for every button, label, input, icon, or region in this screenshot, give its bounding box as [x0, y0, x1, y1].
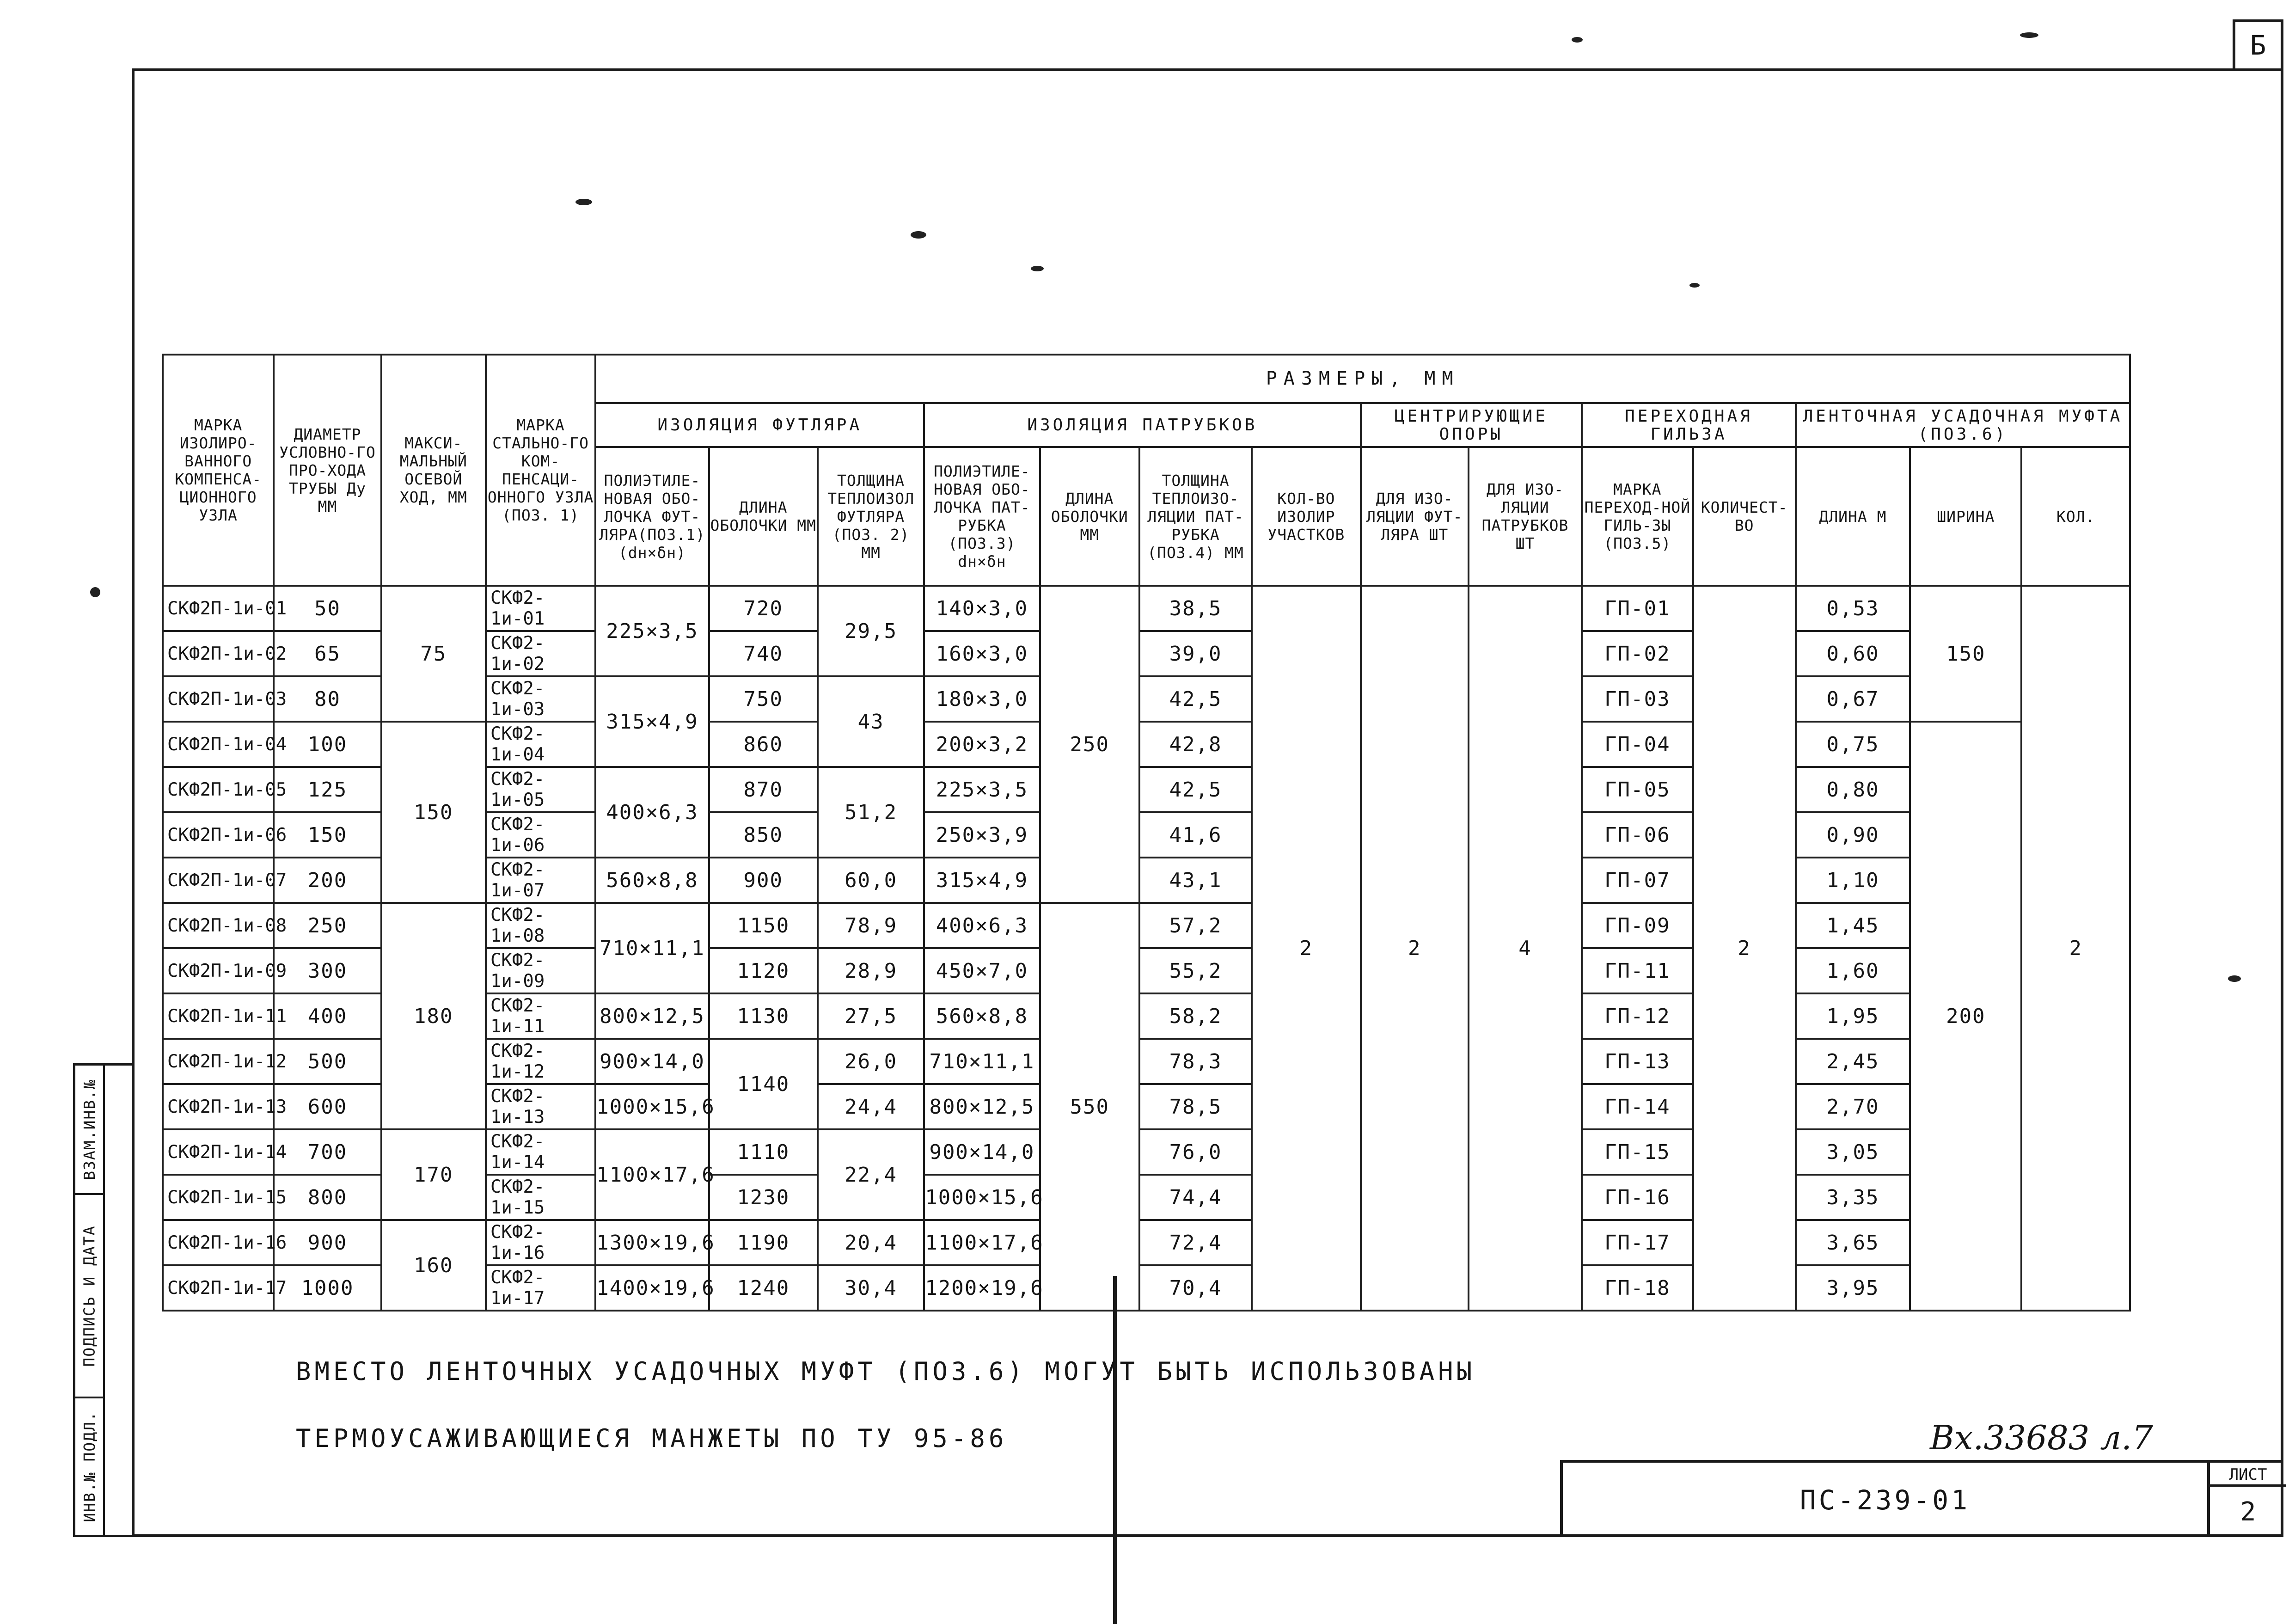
- cell-shell-thickness: 78,9: [818, 903, 924, 948]
- header-row-1: [163, 355, 2130, 403]
- cell-shell-length: 860: [709, 722, 818, 767]
- cell-tape-length: 3,95: [1796, 1265, 1910, 1311]
- scan-speck: [1572, 37, 1583, 43]
- cell-tape-length: 3,05: [1796, 1129, 1910, 1175]
- cell-shell-length: 1230: [709, 1175, 818, 1220]
- cell-steel-unit: СКФ2-1и-14: [486, 1129, 595, 1175]
- cell-pipe-casing: 225×3,5: [924, 767, 1040, 812]
- cell-pipe-thickness: 38,5: [1139, 586, 1252, 631]
- subheader-shell-length: ДЛИНА ОБОЛОЧКИ ММ: [709, 447, 818, 586]
- cell-pipe-thickness: 42,5: [1139, 676, 1252, 722]
- cell-pipe-casing: 560×8,8: [924, 993, 1040, 1039]
- cell-shell-casing: 1400×19,6: [595, 1265, 709, 1311]
- subheader-pipe-thickness: ТОЛЩИНА ТЕПЛОИЗО-ЛЯЦИИ ПАТ-РУБКА (ПОЗ.4) ММ: [1139, 447, 1252, 586]
- cell-steel-unit: СКФ2-1и-15: [486, 1175, 595, 1220]
- cell-unit-mark: СКФ2П-1и-11: [163, 993, 274, 1039]
- cell-diameter: 65: [274, 631, 381, 676]
- title-block: [1560, 1460, 2283, 1537]
- sheet-number: 2: [2240, 1497, 2256, 1527]
- header-axial-stroke: МАКСИ-МАЛЬНЫЙ ОСЕВОЙ ХОД, ММ: [381, 355, 486, 586]
- cell-diameter: 1000: [274, 1265, 381, 1311]
- cell-tape-width: 150: [1910, 586, 2021, 722]
- cell-steel-unit: СКФ2-1и-04: [486, 722, 595, 767]
- cell-unit-mark: СКФ2П-1и-15: [163, 1175, 274, 1220]
- cell-shell-thickness: 27,5: [818, 993, 924, 1039]
- cell-sections-count: 2: [1252, 586, 1360, 1311]
- subheader-tape-width: ШИРИНА: [1910, 447, 2021, 586]
- note-line-1: ВМЕСТО ЛЕНТОЧНЫХ УСАДОЧНЫХ МУФТ (ПОЗ.6) МОГУТ БЫТЬ ИСПОЛЬЗОВАНЫ: [296, 1357, 1476, 1386]
- subheader-pipe-length: ДЛИНА ОБОЛОЧКИ ММ: [1040, 447, 1139, 586]
- cell-tape-length: 0,67: [1796, 676, 1910, 722]
- cell-steel-unit: СКФ2-1и-13: [486, 1084, 595, 1129]
- cell-shell-thickness: 30,4: [818, 1265, 924, 1311]
- cell-unit-mark: СКФ2П-1и-09: [163, 948, 274, 993]
- cell-pipe-casing: 800×12,5: [924, 1084, 1040, 1129]
- cell-supports-shell: 2: [1361, 586, 1469, 1311]
- cell-sleeve-mark: ГП-06: [1582, 812, 1693, 858]
- cell-pipe-casing: 450×7,0: [924, 948, 1040, 993]
- header-steel-unit: МАРКА СТАЛЬНО-ГО КОМ-ПЕНСАЦИ-ОННОГО УЗЛА (ПОЗ. 1): [486, 355, 595, 586]
- cell-shell-casing: 1000×15,6: [595, 1084, 709, 1129]
- cell-sleeve-mark: ГП-02: [1582, 631, 1693, 676]
- cell-diameter: 600: [274, 1084, 381, 1129]
- side-label-signature-date: ПОДПИСЬ И ДАТА: [80, 1225, 98, 1367]
- cell-pipe-thickness: 39,0: [1139, 631, 1252, 676]
- scan-speck: [2020, 32, 2038, 38]
- cell-shell-casing: 710×11,1: [595, 903, 709, 993]
- cell-tape-qty: 2: [2021, 586, 2130, 1311]
- cell-axial-stroke: 160: [381, 1220, 486, 1311]
- cell-diameter: 900: [274, 1220, 381, 1265]
- sheet-box: [2210, 1463, 2286, 1537]
- cell-diameter: 200: [274, 858, 381, 903]
- cell-steel-unit: СКФ2-1и-02: [486, 631, 595, 676]
- cell-shell-thickness: 20,4: [818, 1220, 924, 1265]
- cell-unit-mark: СКФ2П-1и-16: [163, 1220, 274, 1265]
- cell-shell-thickness: 22,4: [818, 1129, 924, 1220]
- cell-shell-length: 740: [709, 631, 818, 676]
- cell-steel-unit: СКФ2-1и-03: [486, 676, 595, 722]
- cell-unit-mark: СКФ2П-1и-02: [163, 631, 274, 676]
- subheader-shell-thickness: ТОЛЩИНА ТЕПЛОИЗОЛ ФУТЛЯРА (ПОЗ. 2) ММ: [818, 447, 924, 586]
- cell-steel-unit: СКФ2-1и-16: [486, 1220, 595, 1265]
- cell-shell-casing: 225×3,5: [595, 586, 709, 676]
- cell-axial-stroke: 180: [381, 903, 486, 1129]
- cell-pipe-casing: 1000×15,6: [924, 1175, 1040, 1220]
- cell-shell-thickness: 60,0: [818, 858, 924, 903]
- cell-axial-stroke: 150: [381, 722, 486, 903]
- cell-shell-casing: 800×12,5: [595, 993, 709, 1039]
- cell-shell-thickness: 24,4: [818, 1084, 924, 1129]
- cell-unit-mark: СКФ2П-1и-04: [163, 722, 274, 767]
- cell-unit-mark: СКФ2П-1и-13: [163, 1084, 274, 1129]
- cell-shell-length: 1130: [709, 993, 818, 1039]
- cell-shell-length: 850: [709, 812, 818, 858]
- cell-shell-thickness: 28,9: [818, 948, 924, 993]
- cell-steel-unit: СКФ2-1и-08: [486, 903, 595, 948]
- cell-sleeve-mark: ГП-15: [1582, 1129, 1693, 1175]
- header-transition-sleeve: ПЕРЕХОДНАЯ ГИЛЬЗА: [1582, 403, 1796, 447]
- cell-tape-length: 0,75: [1796, 722, 1910, 767]
- side-cell-replace: [75, 1066, 105, 1195]
- cell-pipe-casing: 400×6,3: [924, 903, 1040, 948]
- sheet-format-mark: Б: [2233, 19, 2283, 68]
- cell-axial-stroke: 170: [381, 1129, 486, 1220]
- cell-pipe-length: 250: [1040, 586, 1139, 903]
- cell-pipe-length: 550: [1040, 903, 1139, 1311]
- cell-shell-casing: 900×14,0: [595, 1039, 709, 1084]
- cell-unit-mark: СКФ2П-1и-03: [163, 676, 274, 722]
- subheader-supports-pipe: ДЛЯ ИЗО-ЛЯЦИИ ПАТРУБКОВ ШТ: [1469, 447, 1582, 586]
- cell-pipe-casing: 180×3,0: [924, 676, 1040, 722]
- cell-shell-length: 720: [709, 586, 818, 631]
- drawing-axis-line: [1113, 1276, 1117, 1624]
- cell-shell-thickness: 51,2: [818, 767, 924, 858]
- cell-steel-unit: СКФ2-1и-17: [486, 1265, 595, 1311]
- cell-shell-casing: 1100×17,6: [595, 1129, 709, 1220]
- cell-diameter: 300: [274, 948, 381, 993]
- subheader-supports-shell: ДЛЯ ИЗО-ЛЯЦИИ ФУТ-ЛЯРА ШТ: [1361, 447, 1469, 586]
- cell-pipe-thickness: 57,2: [1139, 903, 1252, 948]
- side-cell-original-inv: [75, 1398, 105, 1535]
- cell-sleeve-mark: ГП-13: [1582, 1039, 1693, 1084]
- cell-diameter: 50: [274, 586, 381, 631]
- cell-pipe-casing: 160×3,0: [924, 631, 1040, 676]
- cell-steel-unit: СКФ2-1и-06: [486, 812, 595, 858]
- cell-diameter: 80: [274, 676, 381, 722]
- cell-unit-mark: СКФ2П-1и-01: [163, 586, 274, 631]
- cell-sleeve-mark: ГП-18: [1582, 1265, 1693, 1311]
- cell-sleeve-mark: ГП-01: [1582, 586, 1693, 631]
- cell-shell-length: 750: [709, 676, 818, 722]
- cell-unit-mark: СКФ2П-1и-14: [163, 1129, 274, 1175]
- cell-steel-unit: СКФ2-1и-01: [486, 586, 595, 631]
- cell-axial-stroke: 75: [381, 586, 486, 722]
- subheader-sleeve-qty: КОЛИЧЕСТ-ВО: [1693, 447, 1796, 586]
- sheet-label: ЛИСТ: [2210, 1463, 2286, 1487]
- cell-shell-length: 870: [709, 767, 818, 812]
- table-row: [163, 586, 2130, 631]
- cell-pipe-casing: 900×14,0: [924, 1129, 1040, 1175]
- cell-pipe-thickness: 41,6: [1139, 812, 1252, 858]
- cell-tape-length: 2,45: [1796, 1039, 1910, 1084]
- cell-sleeve-mark: ГП-11: [1582, 948, 1693, 993]
- cell-sleeve-qty: 2: [1693, 586, 1796, 1311]
- cell-shell-casing: 400×6,3: [595, 767, 709, 858]
- table-row: [163, 903, 2130, 948]
- cell-unit-mark: СКФ2П-1и-12: [163, 1039, 274, 1084]
- subheader-tape-qty: КОЛ.: [2021, 447, 2130, 586]
- cell-pipe-casing: 140×3,0: [924, 586, 1040, 631]
- cell-pipe-thickness: 58,2: [1139, 993, 1252, 1039]
- side-label-replace-inv: ВЗАМ.ИНВ.№: [80, 1079, 98, 1180]
- cell-diameter: 800: [274, 1175, 381, 1220]
- cell-unit-mark: СКФ2П-1и-06: [163, 812, 274, 858]
- cell-diameter: 250: [274, 903, 381, 948]
- cell-steel-unit: СКФ2-1и-07: [486, 858, 595, 903]
- cell-sleeve-mark: ГП-04: [1582, 722, 1693, 767]
- side-cell-signature: [75, 1195, 105, 1398]
- note-line-2: ТЕРМОУСАЖИВАЮЩИЕСЯ МАНЖЕТЫ ПО ТУ 95-86: [296, 1424, 1008, 1453]
- cell-pipe-casing: 250×3,9: [924, 812, 1040, 858]
- cell-tape-length: 2,70: [1796, 1084, 1910, 1129]
- cell-shell-length: 1150: [709, 903, 818, 948]
- subheader-sections-count: КОЛ-ВО ИЗОЛИР УЧАСТКОВ: [1252, 447, 1360, 586]
- side-stamp-strip: [73, 1063, 135, 1537]
- cell-shell-length: 1120: [709, 948, 818, 993]
- subheader-tape-length: ДЛИНА М: [1796, 447, 1910, 586]
- cell-tape-length: 0,90: [1796, 812, 1910, 858]
- header-centering-supports: ЦЕНТРИРУЮЩИЕ ОПОРЫ: [1361, 403, 1582, 447]
- cell-unit-mark: СКФ2П-1и-17: [163, 1265, 274, 1311]
- cell-unit-mark: СКФ2П-1и-07: [163, 858, 274, 903]
- scan-speck: [575, 199, 592, 205]
- cell-supports-pipe: 4: [1469, 586, 1582, 1311]
- cell-unit-mark: СКФ2П-1и-08: [163, 903, 274, 948]
- cell-sleeve-mark: ГП-14: [1582, 1084, 1693, 1129]
- cell-shell-thickness: 29,5: [818, 586, 924, 676]
- cell-sleeve-mark: ГП-09: [1582, 903, 1693, 948]
- header-diameter: ДИАМЕТР УСЛОВНО-ГО ПРО-ХОДА ТРУБЫ Ду ММ: [274, 355, 381, 586]
- cell-pipe-thickness: 55,2: [1139, 948, 1252, 993]
- cell-pipe-casing: 315×4,9: [924, 858, 1040, 903]
- cell-tape-length: 1,45: [1796, 903, 1910, 948]
- header-shell-insulation: ИЗОЛЯЦИЯ ФУТЛЯРА: [595, 403, 924, 447]
- cell-shell-length: 1240: [709, 1265, 818, 1311]
- cell-unit-mark: СКФ2П-1и-05: [163, 767, 274, 812]
- cell-sleeve-mark: ГП-05: [1582, 767, 1693, 812]
- cell-pipe-thickness: 42,5: [1139, 767, 1252, 812]
- table-row: [163, 722, 2130, 767]
- cell-pipe-thickness: 78,3: [1139, 1039, 1252, 1084]
- cell-diameter: 400: [274, 993, 381, 1039]
- cell-steel-unit: СКФ2-1и-09: [486, 948, 595, 993]
- scan-speck: [2228, 975, 2241, 982]
- scan-speck: [90, 587, 100, 597]
- cell-diameter: 100: [274, 722, 381, 767]
- cell-shell-thickness: 43: [818, 676, 924, 767]
- scan-speck: [911, 231, 926, 239]
- cell-sleeve-mark: ГП-03: [1582, 676, 1693, 722]
- specification-table: [162, 354, 2131, 1311]
- cell-pipe-thickness: 76,0: [1139, 1129, 1252, 1175]
- cell-tape-length: 3,65: [1796, 1220, 1910, 1265]
- side-label-original-inv: ИНВ.№ ПОДЛ.: [80, 1411, 98, 1522]
- cell-diameter: 700: [274, 1129, 381, 1175]
- cell-diameter: 125: [274, 767, 381, 812]
- table-row: [163, 1220, 2130, 1265]
- table-row: [163, 1129, 2130, 1175]
- cell-pipe-casing: 1100×17,6: [924, 1220, 1040, 1265]
- cell-steel-unit: СКФ2-1и-12: [486, 1039, 595, 1084]
- scan-speck: [1031, 266, 1044, 271]
- cell-shell-casing: 315×4,9: [595, 676, 709, 767]
- scan-speck: [1689, 283, 1700, 288]
- header-pipe-insulation: ИЗОЛЯЦИЯ ПАТРУБКОВ: [924, 403, 1360, 447]
- cell-sleeve-mark: ГП-07: [1582, 858, 1693, 903]
- cell-pipe-thickness: 74,4: [1139, 1175, 1252, 1220]
- cell-tape-length: 0,60: [1796, 631, 1910, 676]
- cell-shell-length: 1190: [709, 1220, 818, 1265]
- subheader-sleeve-mark: МАРКА ПЕРЕХОД-НОЙ ГИЛЬ-ЗЫ (ПОЗ.5): [1582, 447, 1693, 586]
- cell-pipe-casing: 710×11,1: [924, 1039, 1040, 1084]
- cell-steel-unit: СКФ2-1и-05: [486, 767, 595, 812]
- cell-steel-unit: СКФ2-1и-11: [486, 993, 595, 1039]
- cell-pipe-thickness: 43,1: [1139, 858, 1252, 903]
- cell-pipe-casing: 1200×19,6: [924, 1265, 1040, 1311]
- cell-tape-length: 3,35: [1796, 1175, 1910, 1220]
- cell-shell-thickness: 26,0: [818, 1039, 924, 1084]
- cell-pipe-thickness: 78,5: [1139, 1084, 1252, 1129]
- header-dimensions: РАЗМЕРЫ, ММ: [595, 355, 2130, 403]
- cell-shell-casing: 1300×19,6: [595, 1220, 709, 1265]
- cell-tape-length: 1,60: [1796, 948, 1910, 993]
- cell-pipe-casing: 200×3,2: [924, 722, 1040, 767]
- registration-stamp: Вх.33683 л.7: [1930, 1418, 2153, 1457]
- header-shrink-coupling: ЛЕНТОЧНАЯ УСАДОЧНАЯ МУФТА (ПОЗ.6): [1796, 403, 2130, 447]
- cell-tape-length: 1,95: [1796, 993, 1910, 1039]
- cell-tape-length: 0,53: [1796, 586, 1910, 631]
- cell-sleeve-mark: ГП-16: [1582, 1175, 1693, 1220]
- cell-shell-length: 1110: [709, 1129, 818, 1175]
- cell-shell-length: 900: [709, 858, 818, 903]
- cell-shell-casing: 560×8,8: [595, 858, 709, 903]
- cell-sleeve-mark: ГП-12: [1582, 993, 1693, 1039]
- cell-pipe-thickness: 72,4: [1139, 1220, 1252, 1265]
- subheader-pipe-casing: ПОЛИЭТИЛЕ-НОВАЯ ОБО-ЛОЧКА ПАТ-РУБКА (ПОЗ.3) dн×δн: [924, 447, 1040, 586]
- cell-tape-width: 200: [1910, 722, 2021, 1311]
- cell-pipe-thickness: 42,8: [1139, 722, 1252, 767]
- cell-sleeve-mark: ГП-17: [1582, 1220, 1693, 1265]
- cell-shell-length: 1140: [709, 1039, 818, 1129]
- header-mark: МАРКА ИЗОЛИРО-ВАННОГО КОМПЕНСА-ЦИОННОГО УЗЛА: [163, 355, 274, 586]
- cell-tape-length: 1,10: [1796, 858, 1910, 903]
- document-code: ПС-239-01: [1563, 1463, 2210, 1537]
- cell-diameter: 150: [274, 812, 381, 858]
- subheader-shell-casing: ПОЛИЭТИЛЕ-НОВАЯ ОБО-ЛОЧКА ФУТ-ЛЯРА(ПОЗ.1) (dн×δн): [595, 447, 709, 586]
- cell-pipe-thickness: 70,4: [1139, 1265, 1252, 1311]
- cell-diameter: 500: [274, 1039, 381, 1084]
- cell-tape-length: 0,80: [1796, 767, 1910, 812]
